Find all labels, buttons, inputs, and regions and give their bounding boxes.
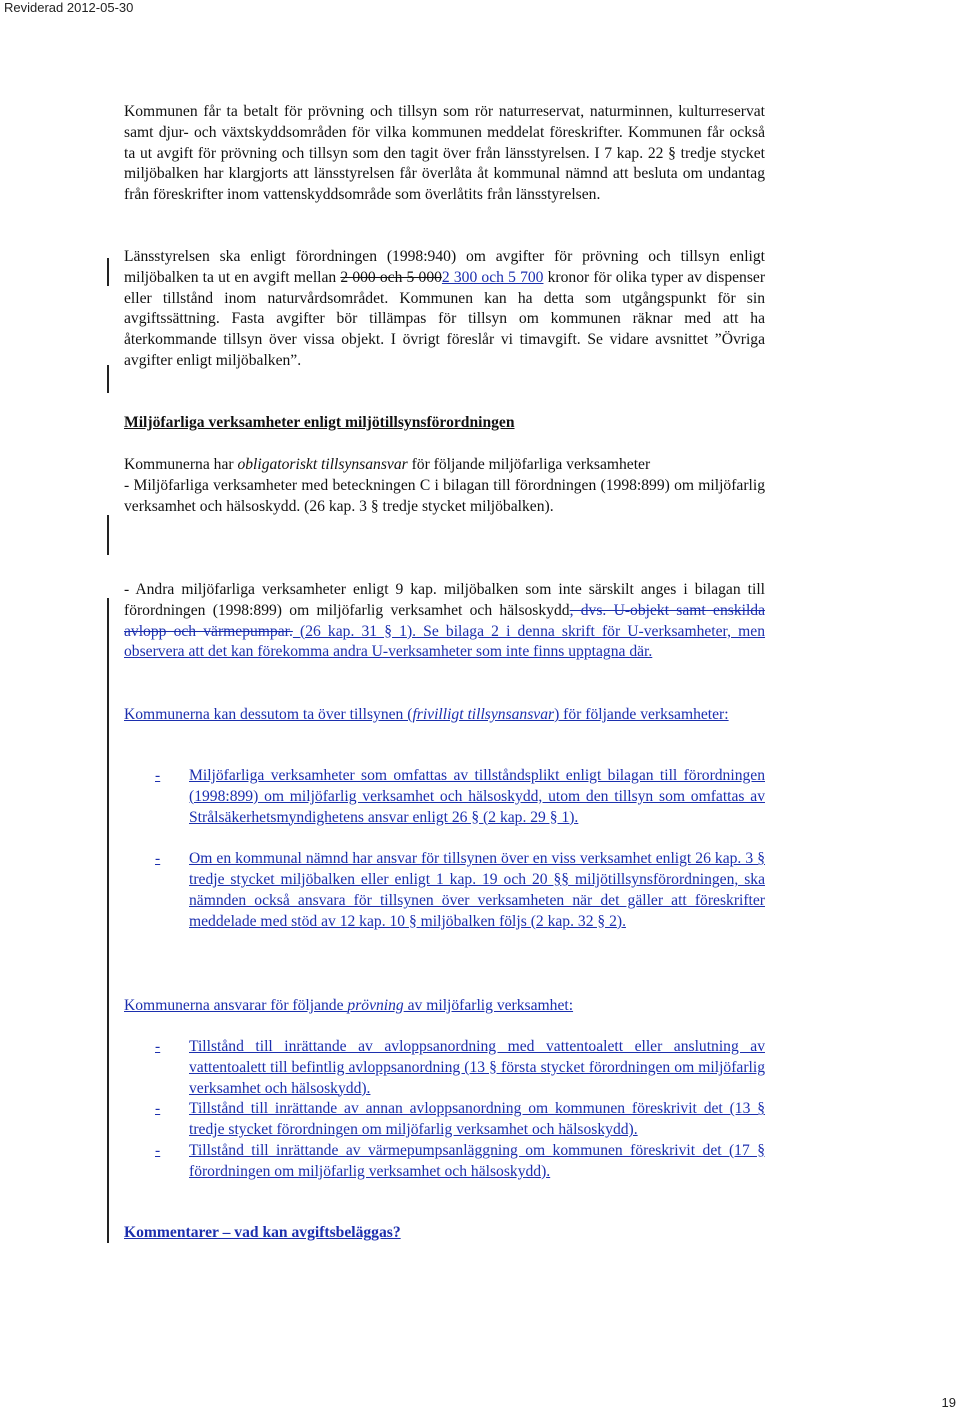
permits-emphasis: prövning bbox=[347, 997, 404, 1014]
mandatory-intro bbox=[124, 455, 765, 517]
mandatory-item-c: - Miljöfarliga verksamheter med beteckningen C i bilagan till förordningen (1998:899) om miljöfarlig verksamhet och hälsoskydd. (26 kap. 3 § tredje stycket miljöbalken). bbox=[124, 476, 765, 515]
list-dash: - bbox=[155, 767, 161, 784]
intro-text: Kommunerna har bbox=[124, 456, 238, 473]
change-bar bbox=[107, 365, 109, 393]
intro-text-end: för följande miljöfarliga verksamheter bbox=[407, 456, 651, 473]
list-item-text: Tillstånd till inrättande av avloppsanordning med vattentoalett eller anslutning av vattentoalett till befintlig avloppsanordning (13 § första stycket förordningen om miljöfarlig verksamhet och hälsoskydd). bbox=[189, 1038, 765, 1097]
item2-inserted: Se bilaga 2 i denna skrift för U-verksamheter, men observera att det kan förekomma andra U-verksamheter som inte finns upptagna där. bbox=[124, 622, 766, 661]
list-item bbox=[155, 849, 765, 932]
permits-text: Kommunerna ansvarar för följande bbox=[124, 997, 348, 1014]
revision-date: Reviderad 2012-05-30 bbox=[4, 0, 134, 15]
deleted-fee-range: 2 000 och 5 000 bbox=[340, 268, 442, 286]
list-item-text: Tillstånd till inrättande av annan avloppsanordning om kommunen föreskrivit det (13 § tredje stycket förordningen om miljöfarlig verksamhet och hälsoskydd). bbox=[189, 1100, 765, 1139]
comments-heading: Kommentarer – vad kan avgiftsbeläggas? bbox=[124, 1224, 401, 1241]
paragraph-reserves: Kommunen får ta betalt för prövning och tillsyn som rör naturreservat, naturminnen, kulturreservat samt djur- och växtskyddsområden för vilka kommunen meddelat föreskrifter. Kommunen får också ta ut avgift för prövning och tillsyn som den tagit över från länsstyrelsen. I 7 kap. 22 § tredje stycket miljöbalken har klargjorts att länsstyrelsen får överlåta åt kommunal nämnd att besluta om undantag från föreskrifter inom vattenskyddsområde som överlåtits från länsstyrelsen. bbox=[124, 103, 765, 204]
inserted-fee-range: 2 300 och 5 700 bbox=[441, 268, 544, 286]
change-bar bbox=[107, 258, 109, 286]
voluntary-intro bbox=[124, 705, 765, 726]
fee-text-after: kronor för olika typer av dispenser eller tillstånd inom naturvårdsområdet. Kommunen kan ha detta som utgångspunkt för sin avgiftssättning. Fasta avgifter bör tillämpas för tillsyn om kommunen räknar med att ha återkommande tillsyn över vissa objekt. I övrigt föreslår vi timavgift. Se vidare avsnittet ”Övriga avgifter enligt miljöbalken”. bbox=[124, 268, 766, 369]
list-item-text: Miljöfarliga verksamheter som omfattas av tillståndsplikt enligt bilagan till förordningen (1998:899) om miljöfarlig verksamhet och hälsoskydd, utom den tillsyn som omfattas av Strålsäkerhetsmyndighetens ansvar enligt 26 § (2 kap. 29 § 1). bbox=[189, 767, 765, 826]
fee-text-before: Länsstyrelsen ska enligt förordningen (1998:940) om avgifter för prövning och tillsyn enligt miljöbalken ta ut en avgift mellan bbox=[124, 248, 765, 286]
intro-emphasis: obligatoriskt tillsynsansvar bbox=[237, 456, 408, 473]
paragraph-county-fees bbox=[124, 247, 765, 372]
change-bar bbox=[107, 515, 109, 555]
list-item bbox=[155, 1099, 765, 1141]
page-number: 19 bbox=[941, 1395, 956, 1410]
item2-reference: (26 kap. 31 § 1). bbox=[292, 622, 417, 640]
list-item bbox=[155, 766, 765, 828]
voluntary-emphasis: frivilligt tillsynsansvar bbox=[412, 706, 555, 723]
list-item-text: Om en kommunal nämnd har ansvar för tillsynen över en viss verksamhet enligt 26 kap. 3 § tredje stycket miljöbalken eller enligt 1 kap. 19 och 20 §§ miljötillsynsförordningen, ska nämnden också ansvara för tillsynen över verksamheten när det gäller att föreskrifter meddelade med stöd av 12 kap. 10 § miljöbalken följs (2 kap. 32 § 2). bbox=[189, 850, 765, 930]
permits-list bbox=[155, 1037, 765, 1183]
permits-text-end: av miljöfarlig verksamhet: bbox=[403, 997, 574, 1014]
list-item bbox=[155, 1141, 765, 1183]
voluntary-text-end: ) för följande verksamheter: bbox=[554, 706, 729, 723]
voluntary-list bbox=[155, 766, 765, 933]
list-item-text: Tillstånd till inrättande av värmepumpsanläggning om kommunen föreskrivit det (17 § förordningen om miljöfarlig verksamhet och hälsoskydd). bbox=[189, 1141, 765, 1180]
list-dash: - bbox=[155, 1038, 161, 1055]
list-item bbox=[155, 1037, 765, 1099]
mandatory-item-other bbox=[124, 580, 765, 663]
change-bar bbox=[107, 598, 109, 1243]
item2-text: - Andra miljöfarliga verksamheter enligt 9 kap. miljöbalken som inte särskilt anges i bilagan till förordningen (1998:899) om miljöfarlig verksamhet och hälsoskydd bbox=[124, 581, 765, 619]
section-heading: Miljöfarliga verksamheter enligt miljötillsynsförordningen bbox=[124, 414, 515, 431]
voluntary-text: Kommunerna kan dessutom ta över tillsynen ( bbox=[124, 706, 413, 723]
permits-intro bbox=[124, 996, 765, 1017]
item2-deleted: , dvs. U-objekt samt enskilda avlopp och värmepumpar. bbox=[124, 601, 766, 640]
list-dash: - bbox=[155, 1100, 161, 1118]
list-dash: - bbox=[155, 1141, 161, 1159]
list-dash: - bbox=[155, 850, 161, 868]
